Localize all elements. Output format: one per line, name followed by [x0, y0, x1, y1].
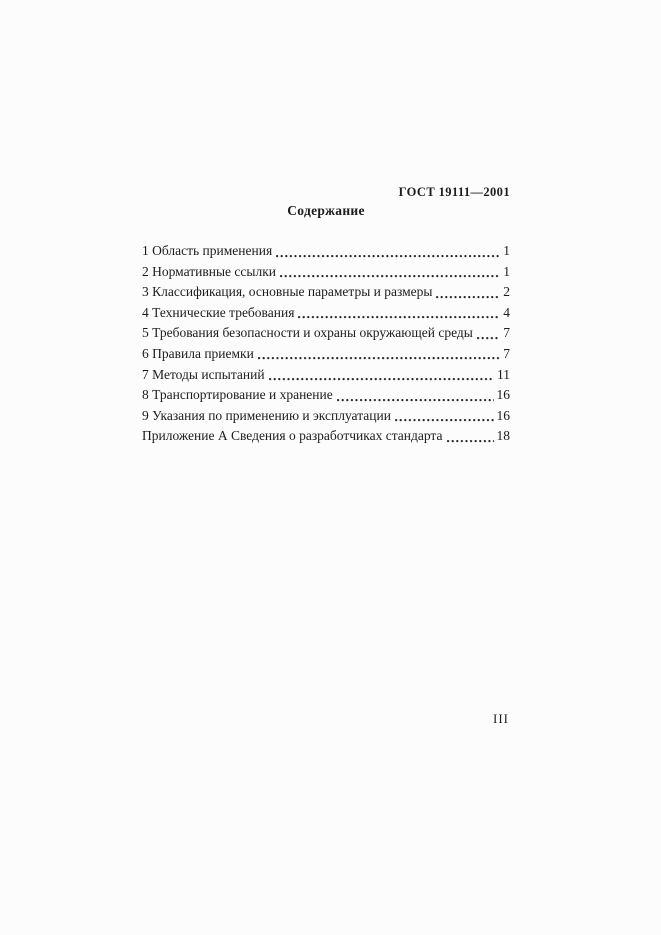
toc-entry [142, 303, 510, 324]
toc-entry-page: 16 [496, 407, 510, 423]
toc-entry-page: 2 [503, 284, 510, 300]
toc-entry [142, 262, 510, 283]
toc-list [142, 241, 510, 447]
toc-leader-dots [436, 282, 500, 303]
page-number: III [493, 711, 509, 726]
toc-entry-page: 7 [503, 325, 510, 341]
toc-entry [142, 426, 510, 447]
toc-entry [142, 344, 510, 365]
toc-entry [142, 365, 510, 386]
toc-entry-label: 5 Требования безопасности и охраны окружающей среды [142, 325, 473, 341]
toc-leader-dots [395, 406, 494, 427]
toc-leader-dots [447, 426, 494, 447]
toc-entry-page: 4 [503, 304, 510, 320]
toc-entry [142, 282, 510, 303]
toc-entry-label: 4 Технические требования [142, 304, 295, 320]
toc-entry-label: Приложение А Сведения о разработчиках стандарта [142, 428, 443, 444]
toc-leader-dots [276, 241, 500, 262]
toc-leader-dots [258, 344, 500, 365]
toc-leader-dots [298, 303, 500, 324]
toc-entry-label: 8 Транспортирование и хранение [142, 387, 333, 403]
toc-entry-label: 9 Указания по применению и эксплуатации [142, 407, 391, 423]
toc-entry-page: 11 [497, 366, 510, 382]
toc-entry-page: 1 [503, 243, 510, 258]
toc-entry [142, 385, 510, 406]
toc-leader-dots [280, 262, 500, 283]
toc-entry-label: 2 Нормативные ссылки [142, 263, 276, 279]
toc-entry [142, 241, 510, 262]
toc-leader-dots [269, 365, 494, 386]
toc-entry-page: 1 [503, 263, 510, 279]
toc-title: Содержание [287, 203, 365, 218]
toc-entry-label: 6 Правила приемки [142, 345, 254, 361]
document-standard-ref: ГОСТ 19111—2001 [398, 185, 510, 199]
toc-entry-label: 1 Область применения [142, 243, 273, 258]
toc-leader-dots [477, 323, 500, 344]
toc-entry-page: 16 [496, 387, 510, 403]
toc-entry-label: 7 Методы испытаний [142, 366, 265, 382]
toc-entry-page: 7 [503, 345, 510, 361]
toc-entry-page: 18 [496, 428, 510, 444]
toc-entry [142, 323, 510, 344]
toc-leader-dots [337, 385, 494, 406]
toc-entry-label: 3 Классификация, основные параметры и размеры [142, 284, 433, 300]
toc-entry [142, 406, 510, 427]
